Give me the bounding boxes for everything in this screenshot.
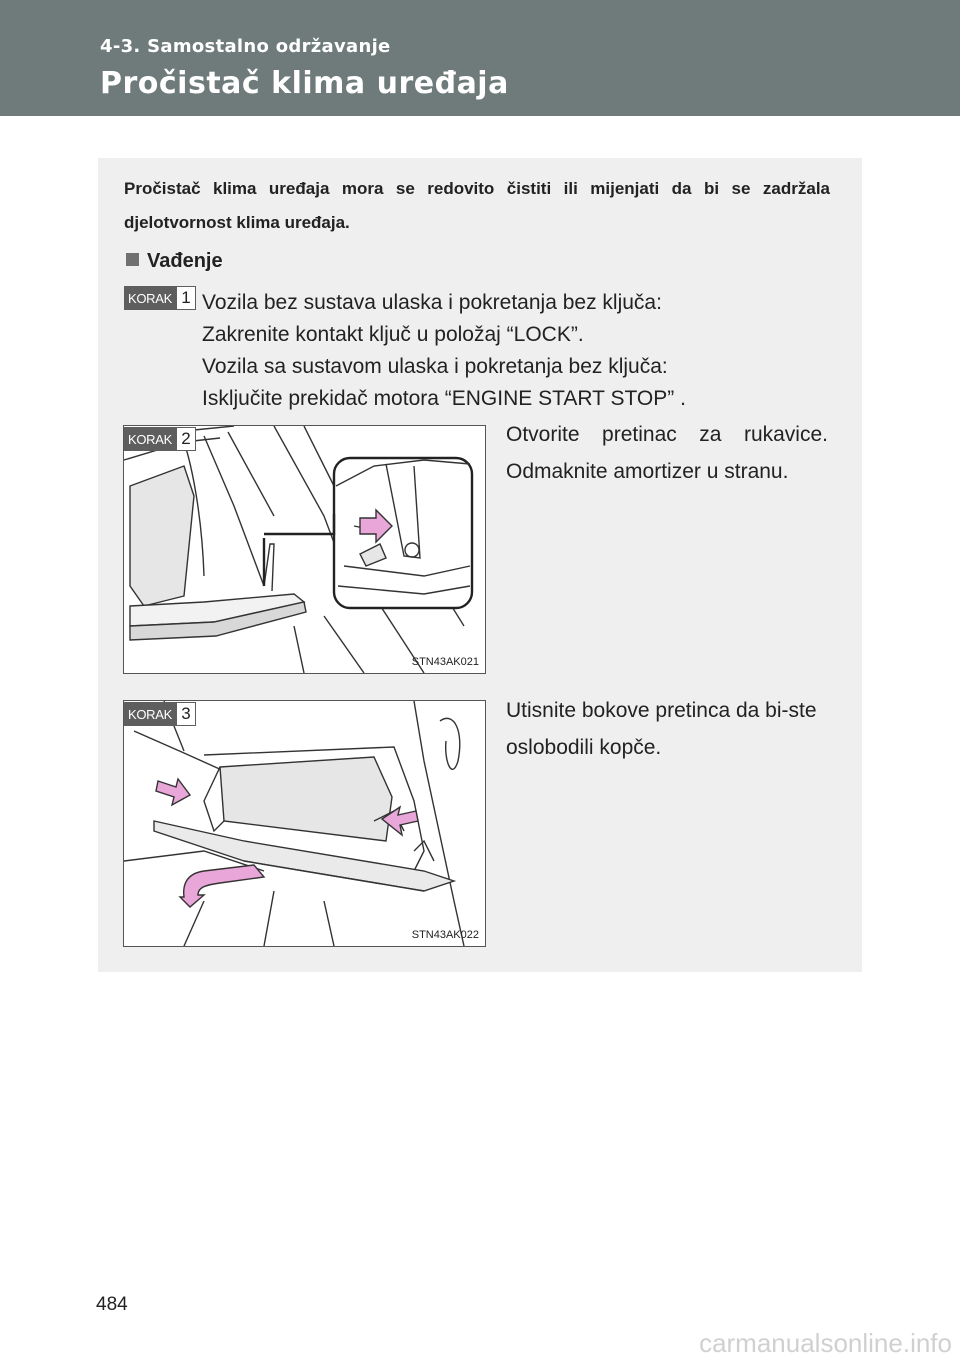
step-2-text: Otvorite pretinac za rukavice. Odmaknite amortizer u stranu. — [506, 423, 828, 483]
page-number: 484 — [96, 1294, 128, 1315]
step-number: 3 — [176, 702, 196, 726]
glovebox-damper-illustration — [124, 426, 485, 673]
section-label: 4-3. Samostalno održavanje — [100, 36, 391, 57]
intro-text: Pročistač klima uređaja mora se redovito čistiti ili mijenjati da bi se zadržala djelotvornost klima uređaja. — [124, 179, 830, 232]
pull-down-arrow-icon — [180, 865, 264, 907]
square-bullet-icon — [126, 253, 139, 266]
zoom-detail — [334, 458, 472, 608]
figure-code: STN43AK022 — [411, 929, 479, 941]
step-1-line: Vozila bez sustava ulaska i pokretanja bez ključa: — [202, 291, 662, 314]
step-1-line: Isključite prekidač motora “ENGINE START STOP” . — [202, 387, 686, 410]
watermark: carmanualsonline.info — [699, 1328, 952, 1358]
step-2-figure — [123, 425, 486, 674]
step-1-line: Vozila sa sustavom ulaska i pokretanja bez ključa: — [202, 355, 668, 378]
step-number: 1 — [176, 286, 196, 310]
step-badge-label: KORAK — [124, 286, 176, 310]
step-number: 2 — [176, 427, 196, 451]
page-title: Pročistač klima uređaja — [100, 66, 509, 101]
step-2-badge — [124, 427, 196, 451]
press-left-arrow-icon — [156, 779, 190, 805]
step-3-figure — [123, 700, 486, 947]
page-header — [0, 0, 960, 116]
step-badge-label: KORAK — [124, 427, 176, 451]
step-1-text — [202, 287, 842, 415]
subheading — [126, 250, 223, 273]
step-3-badge — [124, 702, 196, 726]
step-1-badge — [124, 286, 196, 310]
step-badge-label: KORAK — [124, 702, 176, 726]
figure-code: STN43AK021 — [411, 656, 479, 668]
subheading-label: Vađenje — [147, 250, 223, 272]
glovebox-release-illustration — [124, 701, 485, 946]
step-1-line: Zakrenite kontakt ključ u položaj “LOCK”. — [202, 323, 584, 346]
step-3-text: Utisnite bokove pretinca da bi-ste oslobodili kopče. — [506, 699, 817, 759]
